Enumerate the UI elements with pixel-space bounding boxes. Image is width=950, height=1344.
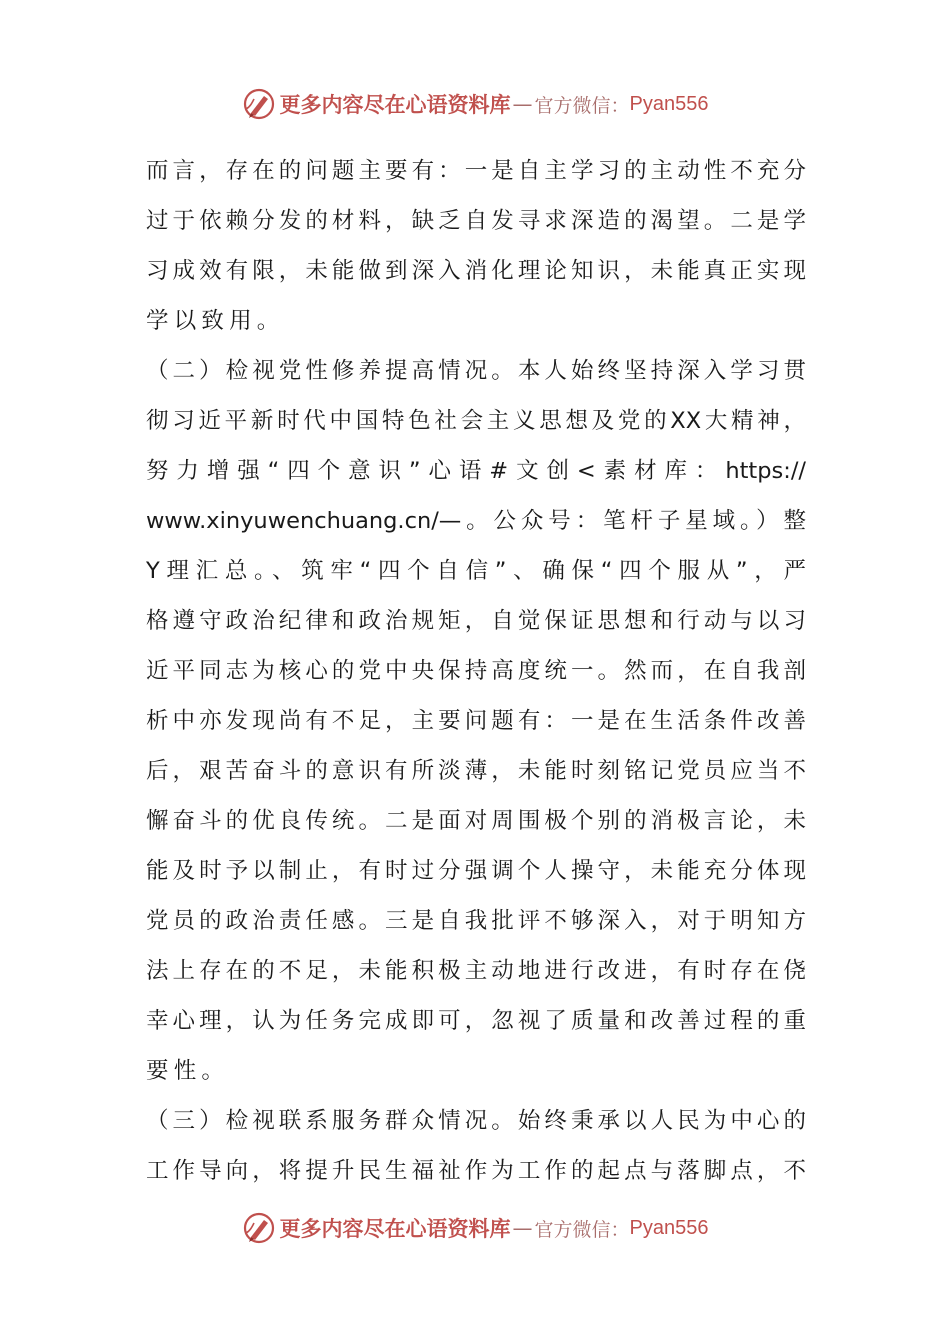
section-heading-line: （二）检视党性修养提高情况。本人始终坚持深入学习贯 [146, 358, 806, 384]
banner-wechat-id: Pyan556 [629, 92, 709, 115]
text-line: 彻习近平新时代中国特色社会主义思想及党的XX大精神， [146, 408, 806, 434]
text-line: 幸心理，认为任务完成即可，忽视了质量和改善过程的重 [146, 1008, 806, 1034]
banner-brand-text: 更多内容尽在心语资料库 [279, 1216, 511, 1241]
section-heading-line: （三）检视联系服务群众情况。始终秉承以人民为中心的 [146, 1108, 806, 1134]
text-line: 学以致用。 [146, 308, 285, 334]
text-line: www.xinyuwenchuang.cn/—。公众号：笔杆子星域。）整 [146, 508, 806, 534]
text-line: 努力增强“四个意识”心语#文创<素材库：https:// [146, 458, 806, 484]
banner-separator: — [512, 1216, 533, 1240]
banner-separator: — [512, 92, 533, 116]
text-line: 能及时予以制止，有时过分强调个人操守，未能充分体现 [146, 858, 806, 884]
text-line: Y理汇总。、筑牢“四个自信”、确保“四个服从”，严 [146, 558, 806, 584]
text-line: 要性。 [146, 1058, 230, 1084]
banner-wechat-label: 官方微信： [534, 1218, 630, 1241]
text-line: 格遵守政治纪律和政治规矩，自觉保证思想和行动与以习 [146, 608, 806, 634]
text-line: 过于依赖分发的材料，缺乏自发寻求深造的渴望。二是学 [146, 208, 806, 234]
text-line: 习成效有限，未能做到深入消化理论知识，未能真正实现 [146, 258, 806, 284]
banner-wechat-id: Pyan556 [629, 1216, 709, 1239]
pen-logo-icon [242, 87, 276, 121]
text-line: 后，艰苦奋斗的意识有所淡薄，未能时刻铭记党员应当不 [146, 758, 806, 784]
text-line: 近平同志为核心的党中央保持高度统一。然而，在自我剖 [146, 658, 806, 684]
text-line: 懈奋斗的优良传统。二是面对周围极个别的消极言论，未 [146, 808, 806, 834]
pen-logo-icon [242, 1211, 276, 1245]
header-banner [0, 84, 950, 124]
text-line: 工作导向，将提升民生福祉作为工作的起点与落脚点，不 [146, 1158, 806, 1184]
text-line: 析中亦发现尚有不足，主要问题有：一是在生活条件改善 [146, 708, 806, 734]
footer-banner [0, 1208, 950, 1248]
text-line: 法上存在的不足，未能积极主动地进行改进，有时存在侥 [146, 958, 806, 984]
text-line: 党员的政治责任感。三是自我批评不够深入，对于明知方 [146, 908, 806, 934]
banner-wechat-label: 官方微信： [534, 94, 630, 117]
text-line: 而言，存在的问题主要有：一是自主学习的主动性不充分 [146, 158, 806, 184]
banner-brand-text: 更多内容尽在心语资料库 [279, 92, 511, 117]
document-body [146, 146, 806, 1196]
